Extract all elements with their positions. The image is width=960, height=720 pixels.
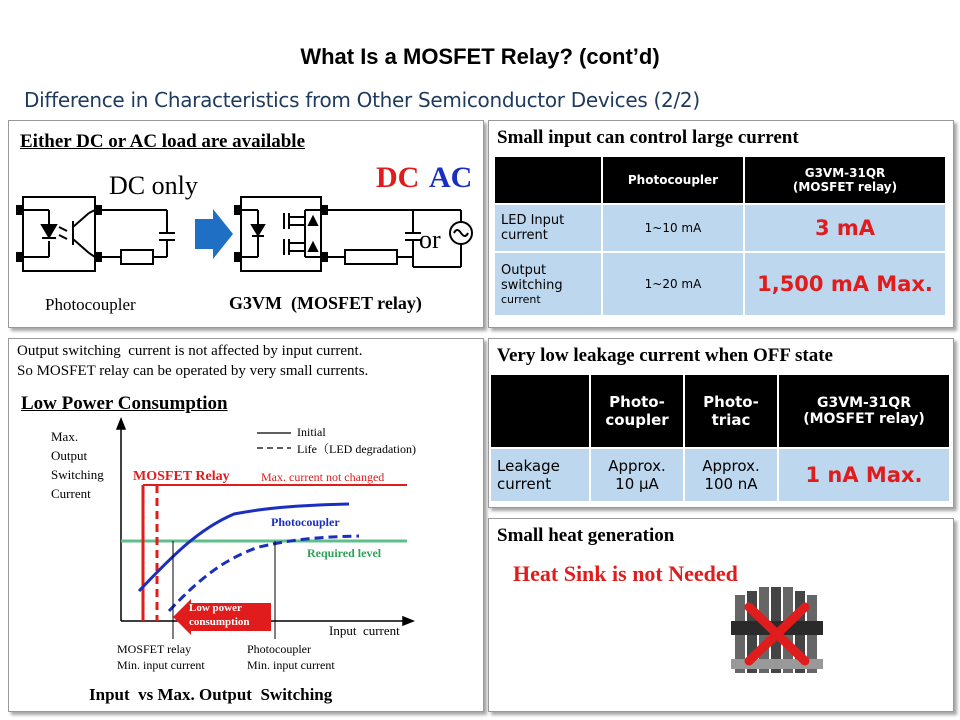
panel-power	[8, 338, 484, 712]
arrow-right-icon	[195, 209, 233, 259]
row-label-output-sub: current	[501, 292, 541, 306]
ylabel-line2: Output	[51, 448, 88, 463]
mosfet-min-line1: MOSFET relay	[117, 642, 192, 656]
graph-xlabel: Input current	[329, 623, 400, 638]
panel-load	[8, 120, 484, 328]
photocoupler-min-label	[247, 641, 335, 673]
panel-leakage	[488, 338, 954, 508]
leakage-row-label: Leakage current	[490, 448, 590, 502]
row-label-led: LED Input current	[494, 204, 602, 252]
low-power-line1: Low power	[189, 602, 242, 614]
panel-leakage-heading: Very low leakage current when OFF state	[497, 345, 833, 366]
photocoupler-min-line1: Photocoupler	[247, 642, 311, 656]
input-table	[493, 155, 947, 317]
dc-label: DC	[376, 161, 420, 194]
leakage-col-mosfet: G3VM-31QR (MOSFET relay)	[778, 374, 950, 448]
leakage-table	[489, 373, 951, 503]
required-level-label: Required level	[307, 546, 382, 560]
panel-load-heading: Either DC or AC load are available	[20, 131, 305, 152]
power-note-line2: So MOSFET relay can be operated by very small currents.	[17, 363, 369, 379]
page-title: What Is a MOSFET Relay? (cont’d)	[300, 44, 660, 69]
leakage-table-corner	[490, 374, 590, 448]
input-col-mosfet: G3VM-31QR (MOSFET relay)	[744, 156, 946, 204]
heat-sink-crossed-icon	[725, 581, 845, 681]
or-label: or	[419, 225, 441, 254]
photocoupler-output-value: 1~20 mA	[602, 252, 744, 316]
row-label-output-main: Output switching	[501, 262, 563, 293]
mosfet-min-line2: Min. input current	[117, 658, 205, 672]
row-label-output	[494, 252, 602, 316]
page-subtitle: Difference in Characteristics from Other Semiconductor Devices (2/2)	[24, 88, 700, 112]
ylabel-line3: Switching	[51, 467, 104, 482]
photocoupler-ic-icon	[17, 197, 175, 271]
max-not-changed-label: Max. current not changed	[261, 470, 385, 484]
mosfet-leakage-value: 1 nA Max.	[778, 448, 950, 502]
mosfet-min-label	[117, 641, 205, 673]
power-note-line1: Output switching current is not affected by input current.	[17, 343, 363, 359]
panel-heat	[488, 518, 954, 712]
ylabel-line1: Max.	[51, 429, 79, 444]
heat-message: Heat Sink is not Needed	[513, 561, 738, 586]
input-col-photocoupler: Photocoupler	[602, 156, 744, 204]
ylabel-line4: Current	[51, 486, 91, 501]
graph-ylabel	[51, 427, 104, 503]
photocoupler-min-line2: Min. input current	[247, 658, 335, 672]
legend-life-label: Life（LED degradation)	[297, 442, 416, 456]
power-graph	[9, 339, 483, 711]
mosfet-led-value: 3 mA	[744, 204, 946, 252]
photocoupler-leakage-value: Approx. 10 μA	[590, 448, 684, 502]
low-power-line2: consumption	[189, 616, 250, 628]
leakage-col-phototriac: Photo- triac	[684, 374, 778, 448]
dc-only-label: DC only	[109, 171, 198, 200]
panel-input	[488, 120, 954, 328]
legend-initial-label: Initial	[297, 425, 326, 439]
mosfet-relay-label: MOSFET Relay	[133, 469, 230, 484]
panel-input-heading: Small input can control large current	[497, 127, 799, 148]
photocoupler-led-value: 1~10 mA	[602, 204, 744, 252]
low-power-label	[189, 601, 250, 629]
photocoupler-curve-label: Photocoupler	[271, 515, 340, 529]
input-table-corner	[494, 156, 602, 204]
mosfet-output-value: 1,500 mA Max.	[744, 252, 946, 316]
panel-heat-heading: Small heat generation	[497, 525, 675, 546]
ac-label: AC	[429, 161, 473, 194]
photocoupler-caption: Photocoupler	[45, 295, 136, 314]
graph-caption: Input vs Max. Output Switching	[89, 685, 333, 704]
phototriac-leakage-value: Approx. 100 nA	[684, 448, 778, 502]
leakage-col-photocoupler: Photo- coupler	[590, 374, 684, 448]
power-heading: Low Power Consumption	[21, 393, 228, 414]
mosfet-caption: G3VM (MOSFET relay)	[229, 293, 422, 313]
